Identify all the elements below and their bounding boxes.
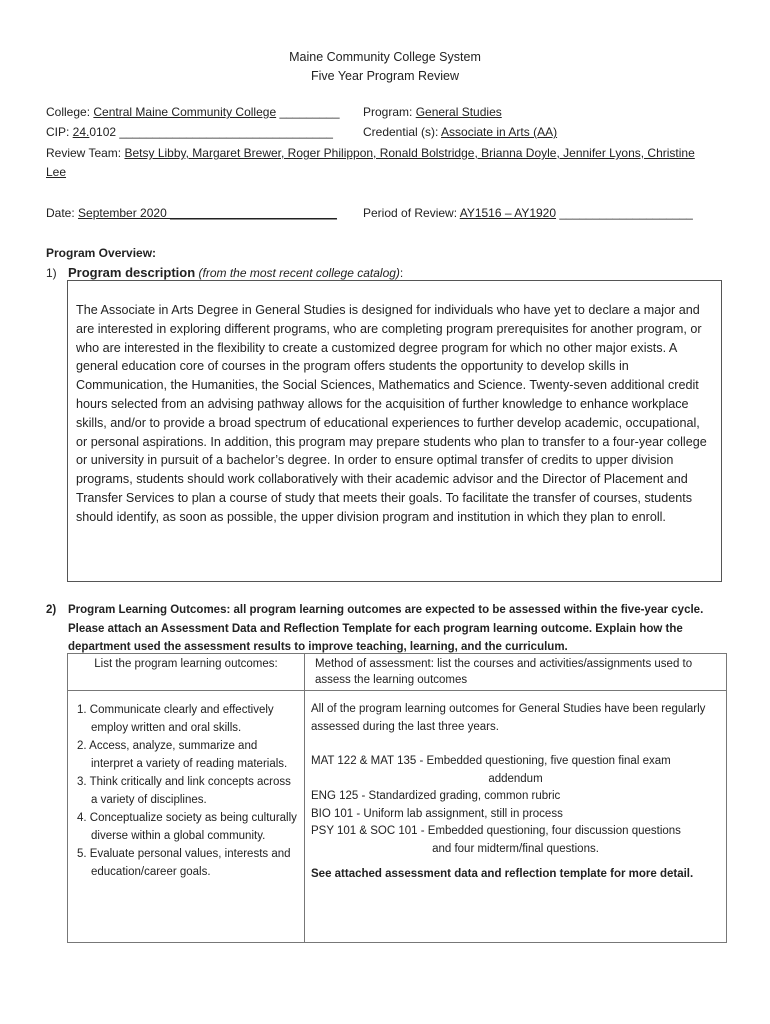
method-column-header: Method of assessment: list the courses and activities/assignments used to assess the learning outcomes xyxy=(305,654,727,691)
college-label: College: xyxy=(46,105,94,119)
program-description-text: The Associate in Arts Degree in General Studies is designed for individuals who have yet to declare a major and are interested in exploring different programs, who are completing program prerequisites for another program, or who are interested in the flexibility to create a customized degree program for which no other major exists. A general education core of courses in the program offers students the opportunity to develop skills in Communication, the Humanities, the Social Sciences, Mathematics and Science. Twenty-seven additional credit hours selected from an advising pathway allows for the acquisition of further knowledge to enhance workplace skills, and/or to provide a broad spectrum of educational experiences to further develop academic, occupational, or personal aspirations. In addition, this program may prepare students who plan to transfer to a four-year college or university in pursuit of a bachelor’s degree. In order to ensure optimal transfer of credits to upper division programs, students should work collaboratively with their academic advisor and the Director of Placement and Transfer Services to plan a course of study that meets their goals. To facilitate the transfer of courses, students should identify, as soon as possible, the upper division program and institution in which they plan to enroll. xyxy=(76,303,707,524)
period-label: Period of Review: xyxy=(363,206,460,220)
list-item: 2. Access, analyze, summarize and interpret a variety of reading materials. xyxy=(77,740,288,770)
program-value: General Studies xyxy=(415,105,502,119)
program-overview-heading: Program Overview: xyxy=(46,246,157,260)
learning-outcomes-table xyxy=(67,653,727,943)
table-header-row xyxy=(68,654,727,691)
method-mat: MAT 122 & MAT 135 - Embedded questioning, five question final exam xyxy=(311,755,671,767)
period-line xyxy=(363,206,693,220)
item-title: Program description xyxy=(68,265,196,280)
outcomes-list xyxy=(69,692,303,881)
date-value: September 2020 _________________________ xyxy=(78,206,337,220)
method-intro: All of the program learning outcomes for General Studies have been regularly assessed during the last three years. xyxy=(311,703,706,733)
period-blank: ____________________ xyxy=(556,206,693,220)
item-colon: : xyxy=(399,266,404,280)
college-value: Central Maine Community College xyxy=(93,105,277,119)
college-line xyxy=(46,105,340,119)
credential-label: Credential (s): xyxy=(363,125,442,139)
program-description-heading xyxy=(46,265,403,280)
college-blank: _________ xyxy=(276,105,340,119)
cip-value: 24. xyxy=(72,125,90,139)
program-description-box xyxy=(67,280,722,582)
table-row xyxy=(68,691,727,943)
method-psy: PSY 101 & SOC 101 - Embedded questioning, four discussion questions xyxy=(311,825,681,837)
outcomes-list-cell xyxy=(68,691,305,943)
period-value: AY1516 – AY1920 xyxy=(459,206,557,220)
section-number: 2) xyxy=(46,604,57,616)
credential-line xyxy=(363,125,557,139)
method-note: See attached assessment data and reflection template for more detail. xyxy=(311,868,694,880)
review-team-line xyxy=(46,146,695,160)
cip-rest: 0102 ________________________________ xyxy=(89,125,333,139)
list-item: 5. Evaluate personal values, interests and education/career goals. xyxy=(77,848,291,878)
review-team-value-2: Lee xyxy=(46,165,67,179)
method-psy-cont: and four midterm/final questions. xyxy=(432,842,599,855)
date-line xyxy=(46,206,337,220)
review-team-value: Betsy Libby, Margaret Brewer, Roger Philippon, Ronald Bolstridge, Brianna Doyle, Jennifer Lyons, Christine xyxy=(124,146,695,160)
list-item: 4. Conceptualize society as being culturally diverse within a global community. xyxy=(77,812,297,842)
method-mat-cont: addendum xyxy=(488,772,543,785)
cip-label: CIP: xyxy=(46,125,73,139)
list-item: 1. Communicate clearly and effectively employ written and oral skills. xyxy=(77,704,274,734)
item-note: (from the most recent college catalog) xyxy=(198,266,400,280)
credential-value: Associate in Arts (AA) xyxy=(441,125,558,139)
method-bio: BIO 101 - Uniform lab assignment, still in process xyxy=(311,807,563,820)
program-line xyxy=(363,105,502,119)
document-subtitle: Five Year Program Review xyxy=(311,69,459,83)
method-eng: ENG 125 - Standardized grading, common rubric xyxy=(311,790,561,802)
learning-outcomes-instructions: Program Learning Outcomes: all program learning outcomes are expected to be assessed within the five-year cycle. Please attach an Assessment Data and Reflection Template for each program learning outcome. Explain how the department used the assessment results to improve teaching, learning, and the curriculum. xyxy=(68,604,704,653)
list-item: 3. Think critically and link concepts across a variety of disciplines. xyxy=(77,776,291,806)
item-number: 1) xyxy=(46,266,57,280)
review-team-line-2 xyxy=(46,165,66,179)
program-label: Program: xyxy=(363,105,416,119)
date-label: Date: xyxy=(46,206,79,220)
document-title: Maine Community College System xyxy=(289,50,481,64)
cip-line xyxy=(46,125,333,139)
outcomes-column-header: List the program learning outcomes: xyxy=(68,654,305,691)
learning-outcomes-section xyxy=(46,601,726,657)
method-cell xyxy=(305,691,727,943)
review-team-label: Review Team: xyxy=(46,146,125,160)
